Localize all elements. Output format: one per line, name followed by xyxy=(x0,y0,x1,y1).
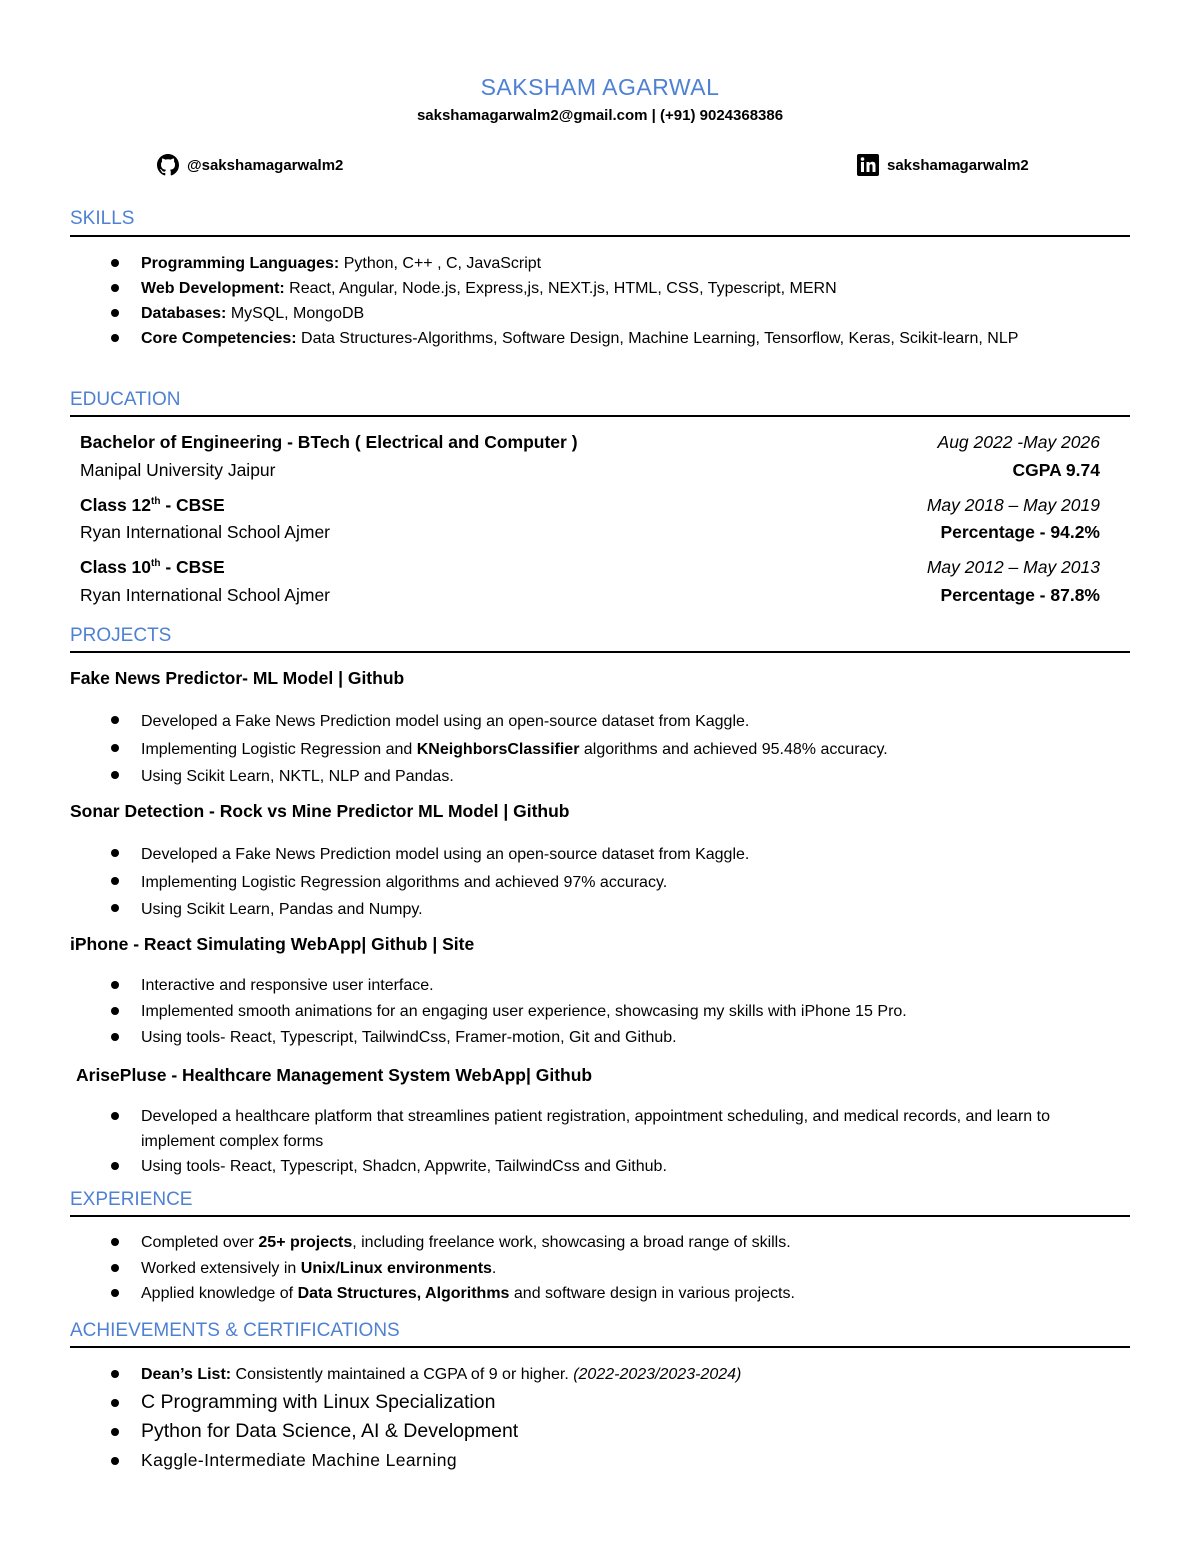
list-item: Applied knowledge of Data Structures, Algorithms and software design in various projects. xyxy=(108,1281,1118,1307)
list-item: Developed a Fake News Prediction model using an open-source dataset from Kaggle. xyxy=(108,708,1118,736)
dates: Aug 2022 -May 2026 xyxy=(937,432,1100,452)
project-bullets xyxy=(108,973,1118,1051)
list-item: Interactive and responsive user interface. xyxy=(108,973,1118,999)
section-divider xyxy=(70,415,1130,417)
github-icon xyxy=(157,154,179,176)
score: Percentage - 87.8% xyxy=(940,585,1100,605)
candidate-name: SAKSHAM AGARWAL xyxy=(480,74,720,100)
list-item: Using tools- React, Typescript, TailwindCss, Framer-motion, Git and Github. xyxy=(108,1025,1118,1051)
degree: Class 12th - CBSE xyxy=(80,495,225,515)
contact-line[interactable]: sakshamagarwalm2@gmail.com | (+91) 9024368386 xyxy=(416,107,784,124)
github-handle: @sakshamagarwalm2 xyxy=(187,156,344,174)
list-item: Web Development: React, Angular, Node.js, Express,js, NEXT.js, HTML, CSS, Typescript, MERN xyxy=(108,276,1118,301)
list-item: Using tools- React, Typescript, Shadcn, Appwrite, TailwindCss and Github. xyxy=(108,1154,1128,1179)
skills-heading: SKILLS xyxy=(70,208,135,229)
list-item: C Programming with Linux Specialization xyxy=(108,1388,1118,1417)
experience-list xyxy=(108,1230,1118,1307)
education-row xyxy=(80,522,1100,543)
dates: May 2018 – May 2019 xyxy=(926,495,1100,515)
school: Ryan International School Ajmer xyxy=(80,585,330,605)
achievements-heading: ACHIEVEMENTS & CERTIFICATIONS xyxy=(70,1320,400,1341)
github-link[interactable] xyxy=(157,154,343,176)
linkedin-icon xyxy=(857,154,879,176)
achievements-list xyxy=(108,1362,1118,1387)
list-item: Developed a Fake News Prediction model using an open-source dataset from Kaggle. xyxy=(108,841,1118,869)
list-item: Implementing Logistic Regression and KNeighborsClassifier algorithms and achieved 95.48% accuracy. xyxy=(108,736,1118,764)
list-item: Dean’s List: Consistently maintained a CGPA of 9 or higher. (2022-2023/2023-2024) xyxy=(108,1362,1118,1387)
degree: Class 10th - CBSE xyxy=(80,557,225,577)
score: CGPA 9.74 xyxy=(1012,460,1100,480)
linkedin-handle: sakshamagarwalm2 xyxy=(887,156,1029,174)
list-item: Core Competencies: Data Structures-Algorithms, Software Design, Machine Learning, Tensorflow, Keras, Scikit-learn, NLP xyxy=(108,326,1118,351)
list-item: Developed a healthcare platform that streamlines patient registration, appointment scheduling, and medical records, and learn to implement complex forms xyxy=(108,1104,1128,1154)
certifications-list xyxy=(108,1388,1118,1475)
score: Percentage - 94.2% xyxy=(940,522,1100,542)
experience-heading: EXPERIENCE xyxy=(70,1189,193,1210)
dates: May 2012 – May 2013 xyxy=(926,557,1100,577)
education-row xyxy=(80,460,1100,481)
list-item: Using Scikit Learn, Pandas and Numpy. xyxy=(108,896,1118,924)
project-title[interactable]: Sonar Detection - Rock vs Mine Predictor ML Model | Github xyxy=(70,801,570,821)
education-row xyxy=(80,495,1100,516)
education-row xyxy=(80,557,1100,578)
list-item: Worked extensively in Unix/Linux environments. xyxy=(108,1256,1118,1282)
project-title[interactable]: Fake News Predictor- ML Model | Github xyxy=(70,668,405,688)
list-item: Implementing Logistic Regression algorithms and achieved 97% accuracy. xyxy=(108,869,1118,897)
section-divider xyxy=(70,1215,1130,1217)
project-bullets xyxy=(108,841,1118,924)
section-divider xyxy=(70,651,1130,653)
project-title[interactable]: ArisePluse - Healthcare Management System WebApp| Github xyxy=(76,1065,593,1085)
education-heading: EDUCATION xyxy=(70,389,181,410)
list-item: Databases: MySQL, MongoDB xyxy=(108,301,1118,326)
project-title[interactable]: iPhone - React Simulating WebApp| Github | Site xyxy=(70,934,475,954)
list-item: Implemented smooth animations for an engaging user experience, showcasing my skills with iPhone 15 Pro. xyxy=(108,999,1118,1025)
section-divider xyxy=(70,1346,1130,1348)
linkedin-link[interactable] xyxy=(857,154,1029,176)
project-bullets xyxy=(108,1104,1128,1179)
list-item: Completed over 25+ projects, including freelance work, showcasing a broad range of skills. xyxy=(108,1230,1118,1256)
school: Ryan International School Ajmer xyxy=(80,522,330,542)
section-divider xyxy=(70,235,1130,237)
list-item: Kaggle-Intermediate Machine Learning xyxy=(108,1446,1118,1475)
skills-list xyxy=(108,251,1118,351)
list-item: Programming Languages: Python, C++ , C, JavaScript xyxy=(108,251,1118,276)
projects-heading: PROJECTS xyxy=(70,625,172,646)
education-row xyxy=(80,585,1100,606)
school: Manipal University Jaipur xyxy=(80,460,276,480)
education-row xyxy=(80,432,1100,453)
list-item: Python for Data Science, AI & Development xyxy=(108,1417,1118,1446)
project-bullets xyxy=(108,708,1118,791)
degree: Bachelor of Engineering - BTech ( Electrical and Computer ) xyxy=(80,432,578,452)
list-item: Using Scikit Learn, NKTL, NLP and Pandas. xyxy=(108,763,1118,791)
